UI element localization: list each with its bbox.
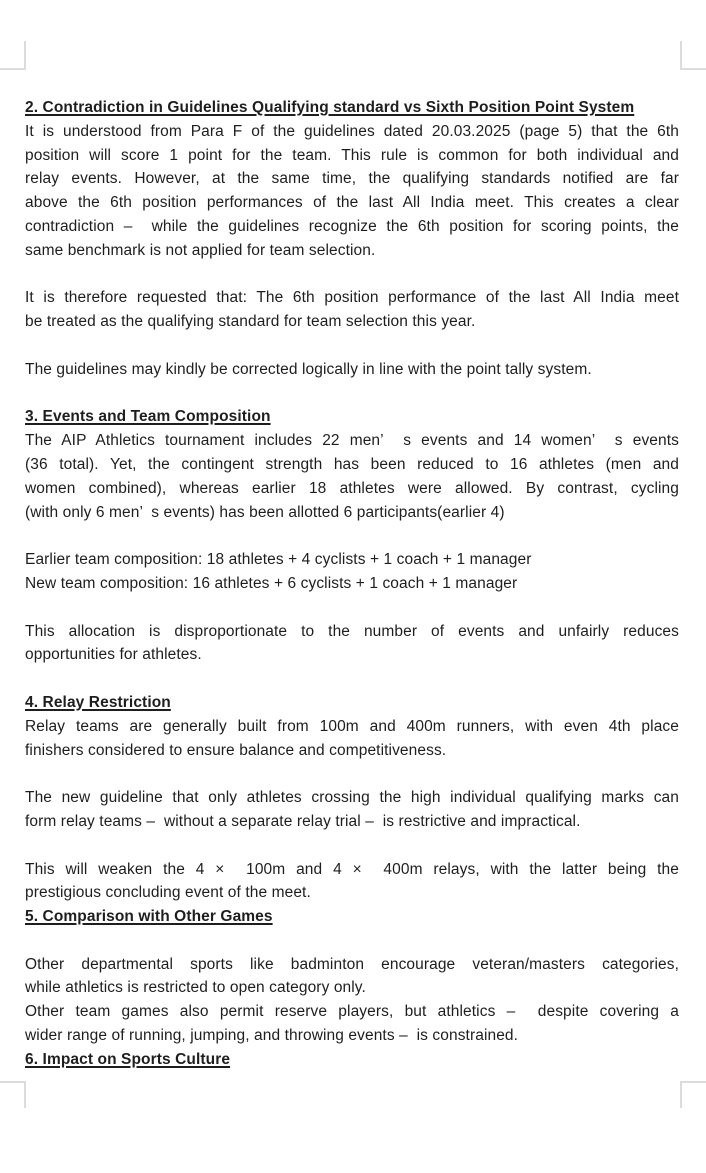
text-line: Other team games also permit reserve players, but athletics – despite covering a (25, 1003, 679, 1021)
paragraph (25, 858, 679, 906)
paragraph (25, 358, 679, 382)
document-content (25, 96, 679, 1072)
paragraph (25, 715, 679, 763)
section-heading: 4. Relay Restriction (25, 693, 171, 711)
text-line: This will weaken the 4 × 100m and 4 × 400m relays, with the latter being the (25, 860, 679, 878)
text-line: Earlier team composition: 18 athletes + 4 cyclists + 1 coach + 1 manager (25, 551, 532, 569)
text-line: women combined), whereas earlier 18 athletes were allowed. By contrast, cycling (25, 479, 679, 497)
text-line: This allocation is disproportionate to the number of events and unfairly reduces (25, 622, 679, 640)
section-heading: 2. Contradiction in Guidelines Qualifying standard vs Sixth Position Point System (25, 99, 635, 116)
text-line: be treated as the qualifying standard for team selection this year. (25, 313, 476, 331)
page-corner-mark-bottom-left (0, 1081, 26, 1108)
text-line: (with only 6 men’ s events) has been allotted 6 participants(earlier 4) (25, 503, 505, 521)
text-line: New team composition: 16 athletes + 6 cyclists + 1 coach + 1 manager (25, 574, 518, 592)
paragraph (25, 786, 679, 834)
paragraph (25, 1000, 679, 1048)
text-line: above the 6th position performances of the last All India meet. This creates a clear (25, 194, 679, 212)
text-line: The guidelines may kindly be corrected logically in line with the point tally system. (25, 360, 592, 378)
text-line: while athletics is restricted to open category only. (25, 979, 366, 997)
text-line: form relay teams – without a separate relay trial – is restrictive and impractical. (25, 812, 581, 830)
paragraph (25, 120, 679, 263)
text-line: finishers considered to ensure balance and competitiveness. (25, 741, 447, 759)
page-corner-mark-top-left (0, 41, 26, 70)
paragraph (25, 429, 679, 524)
text-line: Relay teams are generally built from 100m and 400m runners, with even 4th place (25, 717, 679, 735)
paragraph (25, 548, 679, 596)
paragraph (25, 953, 679, 1001)
text-line: It is understood from Para F of the guidelines dated 20.03.2025 (page 5) that the 6th (25, 122, 679, 140)
text-line: opportunities for athletes. (25, 646, 202, 664)
text-line: contradiction – while the guidelines recognize the 6th position for scoring points, the (25, 217, 679, 235)
text-line: It is therefore requested that: The 6th position performance of the last All India meet (25, 289, 679, 307)
text-line: Other departmental sports like badminton encourage veteran/masters categories, (25, 955, 679, 973)
text-line: The AIP Athletics tournament includes 22 men’ s events and 14 women’ s events (25, 432, 679, 450)
section-heading: 6. Impact on Sports Culture (25, 1050, 231, 1068)
paragraph (25, 620, 679, 668)
paragraph (25, 286, 679, 334)
section-heading: 5. Comparison with Other Games (25, 908, 273, 926)
text-line: wider range of running, jumping, and throwing events – is constrained. (25, 1027, 519, 1045)
text-line: The new guideline that only athletes crossing the high individual qualifying marks can (25, 789, 679, 807)
section-heading: 3. Events and Team Composition (25, 408, 271, 426)
page-corner-mark-top-right (680, 41, 706, 70)
text-line: same benchmark is not applied for team selection. (25, 241, 376, 259)
text-line: (36 total). Yet, the contingent strength has been reduced to 16 athletes (men and (25, 455, 679, 473)
text-line: prestigious concluding event of the meet. (25, 884, 311, 902)
text-line: position will score 1 point for the team. This rule is common for both individual and (25, 146, 679, 164)
text-line: relay events. However, at the same time, the qualifying standards notified are far (25, 170, 679, 188)
page-corner-mark-bottom-right (680, 1081, 706, 1108)
